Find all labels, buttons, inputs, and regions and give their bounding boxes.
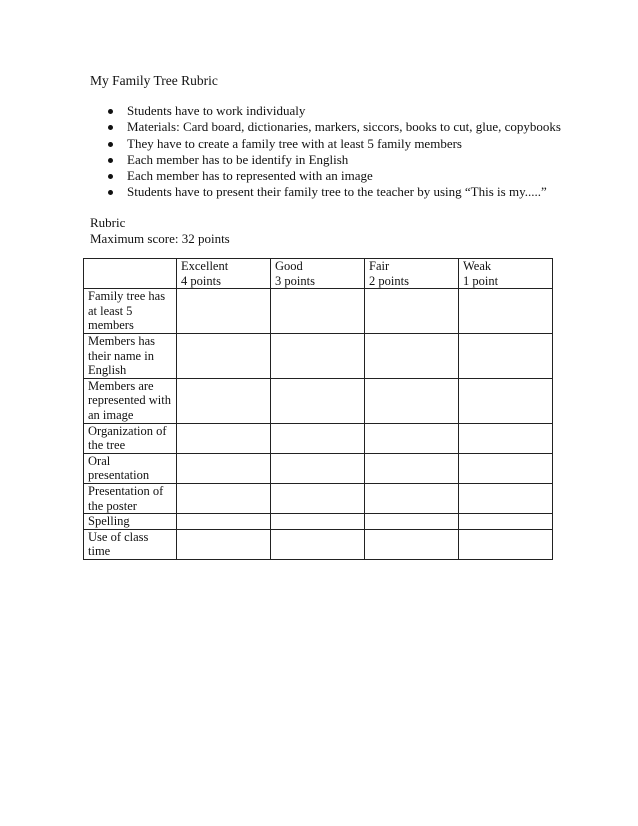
list-item-text: Materials: Card board, dictionaries, markers, siccors, books to cut, glue, copybooks [127, 119, 561, 135]
score-cell [271, 453, 365, 483]
score-cell [459, 529, 553, 559]
score-cell [365, 333, 459, 378]
header-cell-excellent [177, 259, 271, 289]
score-cell [365, 423, 459, 453]
criterion-cell: Family tree has at least 5 members [84, 289, 177, 334]
bullet-icon [108, 142, 113, 147]
score-cell [459, 423, 553, 453]
max-score-text: Maximum score: 32 points [90, 231, 230, 246]
bullet-icon [108, 190, 113, 195]
criterion-cell: Use of class time [84, 529, 177, 559]
list-item-text: They have to create a family tree with at least 5 family members [127, 135, 462, 151]
rubric-heading: Rubric [90, 215, 126, 230]
list-item [108, 119, 561, 135]
criterion-cell: Oral presentation [84, 453, 177, 483]
header-cell-weak [459, 259, 553, 289]
criterion-cell: Organization of the tree [84, 423, 177, 453]
score-cell [365, 529, 459, 559]
score-cell [459, 514, 553, 530]
list-item-text: Each member has to represented with an image [127, 168, 373, 184]
score-cell [177, 514, 271, 530]
list-item-text: Students have to work individualy [127, 103, 306, 118]
table-row [84, 514, 553, 530]
bullet-icon [108, 125, 113, 130]
list-item [108, 184, 561, 200]
header-points: 2 points [369, 273, 409, 288]
score-cell [177, 378, 271, 423]
instructions-list [108, 103, 561, 201]
list-item-text: Students have to present their family tree to the teacher by using “This is my.....” [127, 184, 547, 200]
score-cell [271, 529, 365, 559]
header-points: 1 point [463, 273, 499, 288]
list-item [108, 136, 561, 152]
list-item [108, 168, 561, 184]
score-cell [271, 514, 365, 530]
score-cell [177, 333, 271, 378]
header-name: Fair [369, 259, 390, 273]
score-cell [177, 529, 271, 559]
score-cell [177, 289, 271, 334]
score-cell [271, 423, 365, 453]
header-cell-good [271, 259, 365, 289]
score-cell [271, 289, 365, 334]
header-cell-fair [365, 259, 459, 289]
header-name: Weak [463, 259, 492, 273]
score-cell [459, 333, 553, 378]
table-row [84, 289, 553, 334]
table-row [84, 483, 553, 513]
bullet-icon [108, 158, 113, 163]
rubric-table [83, 258, 553, 560]
table-header-row [84, 259, 553, 289]
header-name: Excellent [181, 259, 229, 273]
table-row [84, 453, 553, 483]
score-cell [271, 483, 365, 513]
list-item [108, 152, 561, 168]
table-corner-cell [84, 259, 177, 289]
score-cell [365, 514, 459, 530]
score-cell [271, 378, 365, 423]
table-row [84, 378, 553, 423]
criterion-cell: Presentation of the poster [84, 483, 177, 513]
document-title: My Family Tree Rubric [90, 73, 218, 88]
list-item-text: Each member has to be identify in English [127, 151, 349, 167]
header-points: 4 points [181, 273, 221, 288]
score-cell [459, 483, 553, 513]
bullet-icon [108, 174, 113, 179]
criterion-cell: Spelling [84, 514, 177, 530]
bullet-icon [108, 109, 113, 114]
score-cell [365, 483, 459, 513]
score-cell [459, 453, 553, 483]
score-cell [177, 453, 271, 483]
table-row [84, 529, 553, 559]
header-points: 3 points [275, 273, 315, 288]
score-cell [177, 483, 271, 513]
score-cell [271, 333, 365, 378]
table-row [84, 423, 553, 453]
table-row [84, 333, 553, 378]
score-cell [365, 289, 459, 334]
score-cell [365, 378, 459, 423]
criterion-cell: Members has their name in English [84, 333, 177, 378]
header-name: Good [275, 259, 303, 273]
list-item [108, 103, 561, 119]
score-cell [177, 423, 271, 453]
criterion-cell: Members are represented with an image [84, 378, 177, 423]
score-cell [459, 289, 553, 334]
score-cell [459, 378, 553, 423]
score-cell [365, 453, 459, 483]
